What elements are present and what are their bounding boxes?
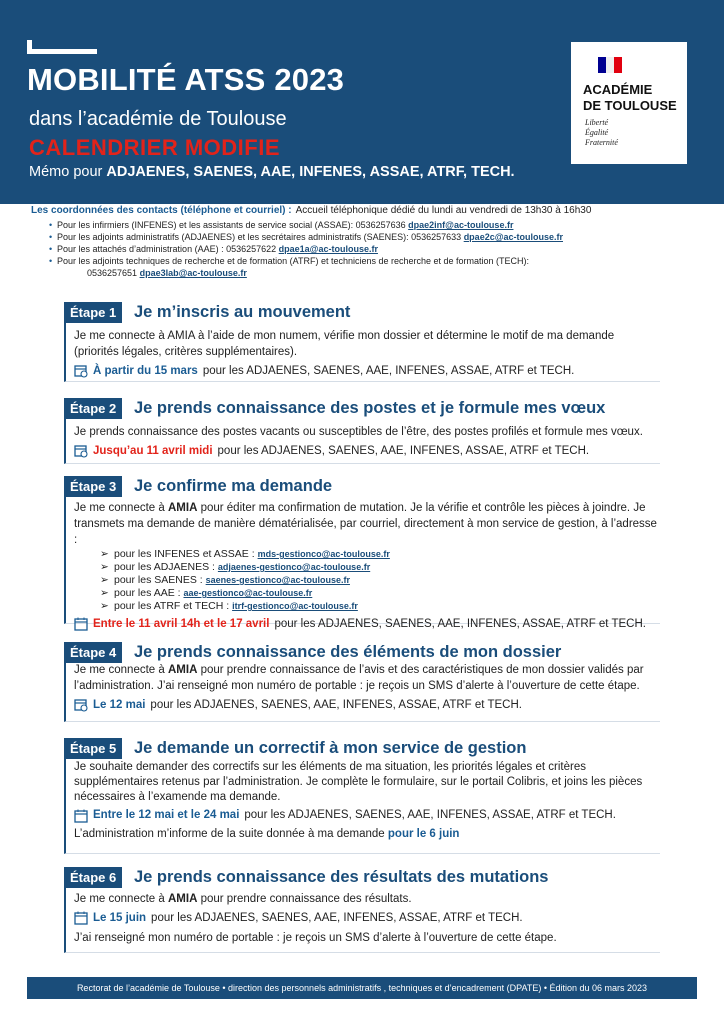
address-email-link[interactable]: aae-gestionco@ac-toulouse.fr	[183, 588, 313, 598]
memo-corps: ADJAENES, SAENES, AAE, INFENES, ASSAE, ATRF, TECH.	[106, 164, 515, 180]
step-text-post: pour prendre connaissance de l’avis et des caractéristiques de mon dossier validés par l’administration. J’ai renseigné mon numéro de portable : je reçois un SMS d’alerte à l’ouverture de cette étape.	[74, 664, 644, 692]
calendar-clock-icon	[74, 364, 88, 378]
address-email-link[interactable]: saenes-gestionco@ac-toulouse.fr	[205, 575, 350, 585]
arrow-bullet-icon: ➢	[100, 600, 109, 612]
step-2	[64, 398, 660, 464]
calendar-icon	[74, 617, 88, 631]
address-item	[100, 600, 659, 613]
memo-line	[29, 164, 515, 180]
step-date: Entre le 11 avril 14h et le 17 avril	[93, 618, 270, 630]
contact-email-link[interactable]: dpae2c@ac-toulouse.fr	[463, 232, 563, 242]
step-text-bold: AMIA	[167, 893, 198, 905]
contact-item	[49, 219, 701, 231]
calendar-clock-icon	[74, 698, 88, 712]
step-date-rest: pour les ADJAENES, SAENES, AAE, INFENES, ASSAE, ATRF et TECH.	[244, 809, 616, 821]
address-label: pour les INFENES et ASSAE :	[114, 548, 255, 560]
step-date-rest: pour les ADJAENES, SAENES, AAE, INFENES, ASSAE, ATRF et TECH.	[151, 912, 523, 924]
step-body	[74, 760, 659, 842]
step-text-pre: Je me connecte à	[74, 502, 165, 514]
address-email-link[interactable]: itrf-gestionco@ac-toulouse.fr	[232, 601, 358, 611]
page-title: MOBILITÉ ATSS 2023	[27, 62, 345, 97]
step-title: Je demande un correctif à mon service de gestion	[134, 739, 527, 757]
contact-text: Pour les attachés d’administration (AAE) : 0536257622	[57, 244, 277, 254]
step-date-rest: pour les ADJAENES, SAENES, AAE, INFENES, ASSAE, ATRF et TECH.	[202, 365, 575, 377]
contact-wrap	[57, 267, 701, 279]
marianne-flag-icon	[598, 57, 622, 73]
modified-notice: CALENDRIER MODIFIE	[29, 135, 280, 160]
step-date-line	[74, 616, 659, 632]
step-text-bold: AMIA	[167, 664, 198, 676]
contact-text: Pour les adjoints techniques de recherche et de formation (ATRF) et techniciens de recherche et de formation (TECH):	[57, 256, 530, 266]
logo-motto	[585, 118, 618, 148]
address-label: pour les SAENES :	[114, 574, 203, 586]
address-email-link[interactable]: adjaenes-gestionco@ac-toulouse.fr	[217, 562, 371, 572]
contact-phone: 0536257651	[87, 268, 138, 278]
step-text	[74, 662, 659, 694]
step-body	[74, 891, 659, 946]
step-text: Je me connecte à AMIA à l’aide de mon numem, vérifie mon dossier et détermine le motif de ma demande (priorités légales, critères supplémentaires).	[74, 330, 615, 358]
step-date: Entre le 12 mai et le 24 mai	[93, 809, 240, 821]
arrow-bullet-icon: ➢	[100, 574, 109, 586]
step-text-pre: Je me connecte à	[74, 893, 165, 905]
step-4	[64, 642, 660, 722]
step-date-rest: pour les ADJAENES, SAENES, AAE, INFENES, ASSAE, ATRF et TECH.	[150, 699, 522, 711]
step-1	[64, 302, 660, 382]
step-followup: J’ai renseigné mon numéro de portable : je reçois un SMS d’alerte à l’ouverture de cette étape.	[74, 932, 557, 944]
academy-logo	[571, 42, 687, 164]
step-date-line	[74, 363, 659, 379]
step-text	[74, 500, 659, 548]
step-title: Je prends connaissance des éléments de mon dossier	[134, 643, 562, 661]
contact-email-link[interactable]: dpae3lab@ac-toulouse.fr	[139, 268, 247, 278]
step-date-line	[74, 697, 659, 713]
step-text-post: pour prendre connaissance des résultats.	[200, 893, 412, 905]
step-title: Je prends connaissance des postes et je formule mes vœux	[134, 399, 606, 417]
step-date: À partir du 15 mars	[93, 365, 198, 377]
step-badge: Étape 3	[64, 476, 122, 497]
step-date-rest: pour les ADJAENES, SAENES, AAE, INFENES, ASSAE, ATRF et TECH.	[274, 618, 646, 630]
step-badge: Étape 2	[64, 398, 122, 419]
step-text: Je prends connaissance des postes vacants ou susceptibles de l’être, des postes profilés et formule mes vœux.	[74, 426, 643, 438]
step-date: Jusqu’au 11 avril midi	[93, 445, 213, 457]
step-6	[64, 867, 660, 953]
calendar-icon	[74, 809, 88, 823]
step-date: Le 12 mai	[93, 699, 146, 711]
logo-motto-3: Fraternité	[585, 138, 618, 147]
step-badge: Étape 4	[64, 642, 122, 663]
contacts-header	[31, 205, 701, 217]
step-followup-date: pour le 6 juin	[387, 828, 460, 840]
contact-email-link[interactable]: dpae1a@ac-toulouse.fr	[278, 244, 378, 254]
contact-item	[49, 243, 701, 255]
step-body	[74, 662, 659, 713]
contact-item	[49, 231, 701, 243]
address-email-link[interactable]: mds-gestionco@ac-toulouse.fr	[257, 549, 390, 559]
step-date-line	[74, 443, 659, 459]
step-body	[74, 500, 659, 632]
arrow-bullet-icon: ➢	[100, 561, 109, 573]
logo-name-line2: DE TOULOUSE	[583, 98, 677, 113]
memo-prefix: Mémo pour	[29, 164, 103, 180]
address-item	[100, 561, 659, 574]
logo-name-line1: ACADÉMIE	[583, 82, 653, 97]
contacts-title: Les coordonnées des contacts (téléphone et courriel) :	[31, 205, 292, 216]
page-subtitle: dans l’académie de Toulouse	[29, 108, 287, 130]
corner-mark	[27, 40, 97, 54]
step-title: Je m’inscris au mouvement	[134, 303, 351, 321]
contact-email-link[interactable]: dpae2inf@ac-toulouse.fr	[408, 220, 514, 230]
step-date-line	[74, 808, 659, 823]
step-text-pre: Je me connecte à	[74, 664, 165, 676]
contacts-section	[31, 205, 701, 279]
step-badge: Étape 6	[64, 867, 122, 888]
contacts-list	[31, 219, 701, 279]
contact-item	[49, 255, 701, 279]
arrow-bullet-icon: ➢	[100, 587, 109, 599]
step-text: Je souhaite demander des correctifs sur les éléments de ma situation, les priorités légales et critères supplémentaires retenus par l’administration. Je complète le formulaire, sur le portail Colibris, et joins les pièces nécessaires à l’examende ma demande.	[74, 761, 643, 803]
contact-text: Pour les infirmiers (INFENES) et les assistants de service social (ASSAE): 0536257636	[57, 220, 406, 230]
step-date-rest: pour les ADJAENES, SAENES, AAE, INFENES, ASSAE, ATRF et TECH.	[217, 445, 590, 457]
step-3	[64, 476, 660, 630]
step-date-line	[74, 910, 659, 926]
address-list	[100, 548, 659, 613]
calendar-clock-icon	[74, 444, 88, 458]
step-text-bold: AMIA	[167, 502, 198, 514]
step-followup	[74, 827, 659, 842]
step-body	[74, 424, 659, 459]
address-item	[100, 574, 659, 587]
contacts-hours: Accueil téléphonique dédié du lundi au vendredi de 13h30 à 16h30	[295, 205, 592, 216]
contact-text: Pour les adjoints administratifs (ADJAENES) et les secrétaires administratifs (SAENES): 0536257633	[57, 232, 462, 242]
arrow-bullet-icon: ➢	[100, 548, 109, 560]
address-label: pour les ADJAENES :	[114, 561, 215, 573]
step-text	[74, 891, 659, 907]
step-title: Je prends connaissance des résultats des mutations	[134, 868, 549, 886]
step-title: Je confirme ma demande	[134, 477, 333, 495]
address-label: pour les ATRF et TECH :	[114, 600, 230, 612]
step-text-post: pour éditer ma confirmation de mutation. Je la vérifie et contrôle les pièces à joindre. Je transmets ma demande de manière dématérialisée, par courriel, directement à mon service de gestion, à l’adresse :	[74, 502, 657, 546]
step-badge: Étape 1	[64, 302, 122, 323]
step-date: Le 15 juin	[93, 912, 147, 924]
step-body	[74, 328, 659, 379]
step-badge: Étape 5	[64, 738, 122, 759]
step-5	[64, 738, 660, 854]
address-item	[100, 548, 659, 561]
address-label: pour les AAE :	[114, 587, 181, 599]
logo-motto-2: Égalité	[585, 128, 609, 137]
header-banner	[0, 0, 724, 204]
logo-motto-1: Liberté	[585, 118, 609, 127]
step-followup-text: L’administration m’informe de la suite donnée à ma demande	[74, 828, 385, 840]
calendar-icon	[74, 911, 88, 925]
footer: Rectorat de l’académie de Toulouse • direction des personnels administratifs , techniques et d’encadrement (DPATE) • Édition du 06 mars 2023	[27, 977, 697, 999]
address-item	[100, 587, 659, 600]
